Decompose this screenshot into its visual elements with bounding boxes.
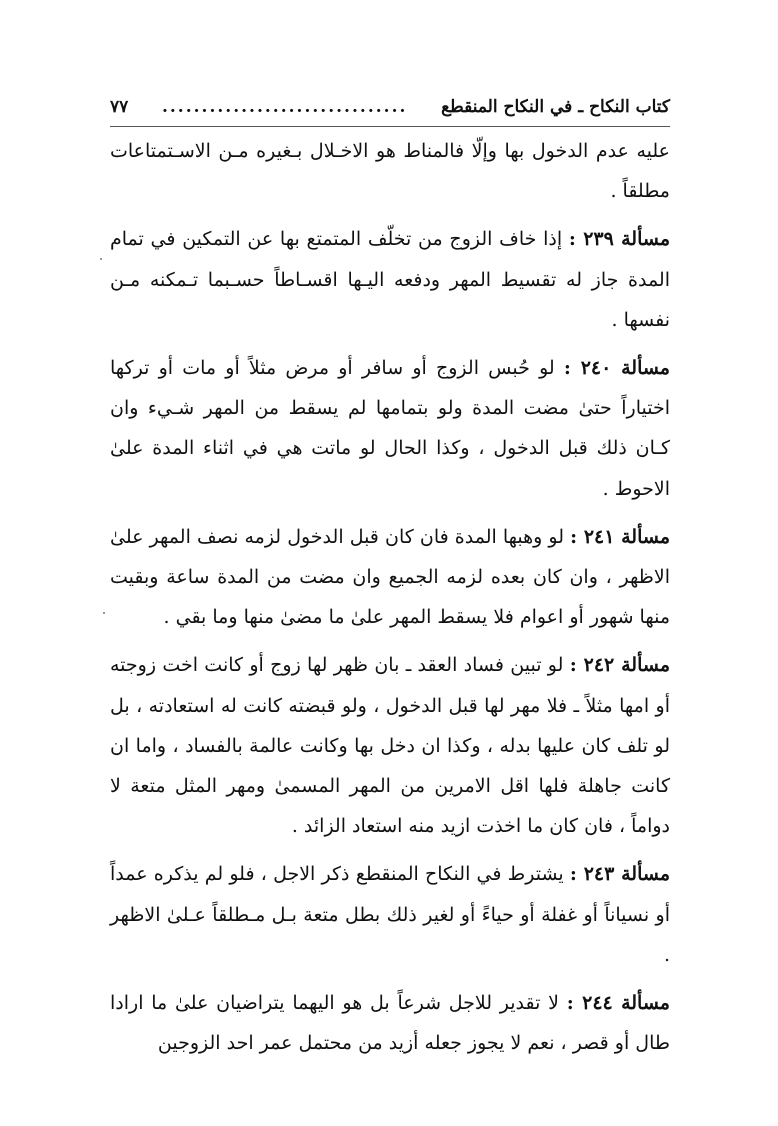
book-page <box>110 88 670 1071</box>
paragraph-continuation <box>110 131 670 211</box>
paragraph-issue-242 <box>110 645 670 846</box>
paragraph-text: لو وهبها المدة فان كان قبل الدخول لزمه نصف المهر علىٰ الاظهر ، وان كان بعده لزمه الجميع وان مضت من المدة ساعة وبقيت منها شهور أو اعوام فلا يسقط المهر علىٰ ما مضىٰ منها وما بقي . <box>110 525 670 629</box>
paragraph-text: لا تقدير للاجل شرعاً بل هو اليهما يتراضيان علىٰ ما ارادا طال أو قصر ، نعم لا يجوز جعله أزيد من محتمل عمر احد الزوجين <box>110 992 670 1055</box>
issue-label: مسألة ٢٤٤ : <box>566 992 670 1015</box>
paragraph-issue-241 <box>110 517 670 638</box>
scan-speck <box>103 612 105 614</box>
paragraph-issue-240 <box>110 348 670 509</box>
leader-dots: ............................... <box>161 97 408 117</box>
paragraph-text: يشترط في النكاح المنقطع ذكر الاجل ، فلو لم يذكره عمداً أو نسياناً أو غفلة أو حياءً أو لغير ذلك بطل متعة بـل مـطلقاً عـلىٰ الاظهر . <box>110 863 670 966</box>
scan-speck <box>100 258 102 260</box>
paragraph-issue-244 <box>110 983 670 1063</box>
page-number: ٧٧ <box>110 97 129 117</box>
paragraph-text: لو تبين فساد العقد ـ بان ظهر لها زوج أو كانت اخت زوجته أو امها مثلاً ـ فلا مهر لها قبل الدخول ، ولو قبضته كانت له استعادته ، بل لو تلف كان عليها بدله ، وكذا ان دخل بها وكانت عالمة بالفساد ، واما ان كانت جاهلة فلها اقل الامرين من المهر المسمىٰ ومهر المثل متعة لا دواماً ، فان كان ما اخذت ازيد منه استعاد الزائد . <box>110 654 670 838</box>
chapter-title: كتاب النكاح ـ في النكاح المنقطع <box>441 97 670 117</box>
issue-label: مسألة ٢٤١ : <box>570 525 670 548</box>
paragraph-issue-239 <box>110 219 670 340</box>
issue-label: مسألة ٢٣٩ : <box>568 228 671 251</box>
issue-label: مسألة ٢٤٢ : <box>569 654 671 677</box>
paragraph-issue-243 <box>110 854 670 975</box>
paragraph-text: عليه عدم الدخول بها وإلّا فالمناط هو الاخـلال بـغيره مـن الاسـتمتاعات مطلقاً . <box>110 140 670 203</box>
paragraph-text: لو حُبس الزوج أو سافر أو مرض مثلاً أو مات أو تركها اختياراً حتىٰ مضت المدة ولو بتمامها لم يسقط من المهر شـيء وان كـان ذلك قبل الدخول ، وكذا الحال لو ماتت هي في اثناء المدة علىٰ الاحوط . <box>110 357 670 500</box>
issue-label: مسألة ٢٤٣ : <box>569 863 670 886</box>
issue-label: مسألة ٢٤٠ : <box>563 357 670 380</box>
paragraph-text: إذا خاف الزوج من تخلّف المتمتع بها عن التمكين في تمام المدة جاز له تقسيط المهر ودفعه اليـها اقسـاطاً حسـبما تـمكنه مـن نفسها . <box>110 228 670 331</box>
running-header <box>110 88 670 127</box>
